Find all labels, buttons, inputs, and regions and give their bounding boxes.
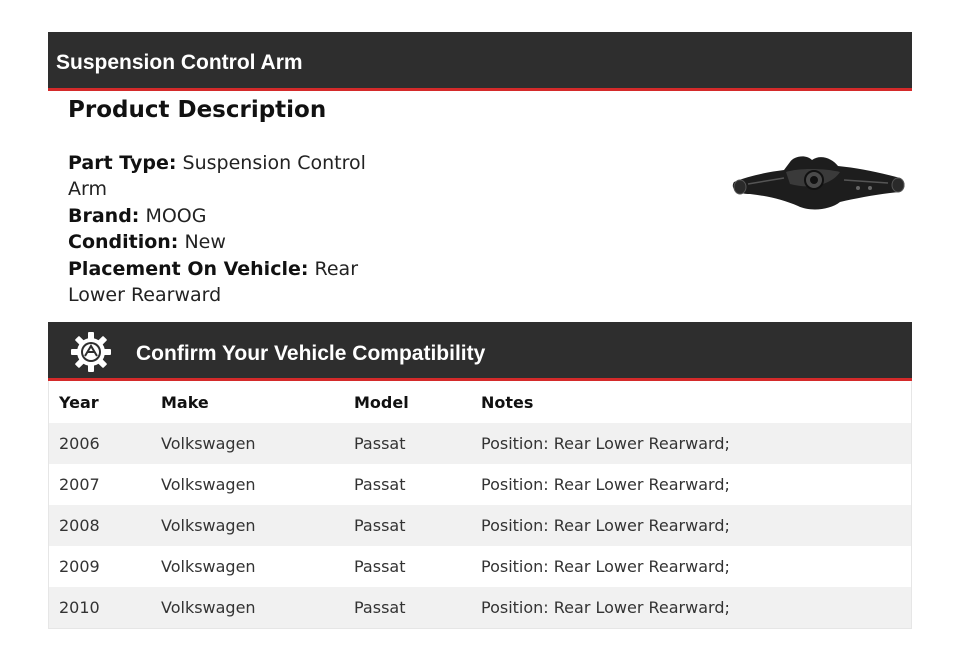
cell-model: Passat	[354, 598, 406, 617]
spec-part-type	[68, 150, 408, 203]
product-header-bar	[48, 32, 912, 91]
cell-notes: Position: Rear Lower Rearward;	[481, 557, 730, 576]
cell-year: 2010	[59, 598, 100, 617]
cell-notes: Position: Rear Lower Rearward;	[481, 598, 730, 617]
cell-notes: Position: Rear Lower Rearward;	[481, 516, 730, 535]
table-row	[49, 587, 911, 628]
column-header-make: Make	[161, 393, 209, 412]
gear-icon	[70, 331, 112, 373]
table-header-row	[49, 381, 911, 423]
spec-brand	[68, 203, 408, 229]
spec-label: Condition:	[68, 231, 179, 254]
spec-value: MOOG	[145, 204, 207, 227]
column-header-year: Year	[59, 393, 99, 412]
spec-label: Part Type:	[68, 152, 177, 174]
spec-label: Brand:	[68, 204, 140, 227]
spec-list	[68, 150, 408, 308]
description-heading: Product Description	[68, 97, 327, 123]
control-arm-image	[728, 150, 908, 218]
table-row	[49, 423, 911, 464]
cell-year: 2007	[59, 475, 100, 494]
spec-condition	[68, 229, 408, 255]
cell-year: 2009	[59, 557, 100, 576]
cell-model: Passat	[354, 475, 406, 494]
spec-placement	[68, 256, 408, 309]
compatibility-title: Confirm Your Vehicle Compatibility	[136, 342, 486, 365]
cell-year: 2008	[59, 516, 100, 535]
product-title: Suspension Control Arm	[56, 51, 303, 74]
spec-value: Rear Lower Rearward	[68, 257, 359, 307]
cell-model: Passat	[354, 516, 406, 535]
cell-make: Volkswagen	[161, 598, 256, 617]
cell-make: Volkswagen	[161, 434, 256, 453]
cell-notes: Position: Rear Lower Rearward;	[481, 475, 730, 494]
column-header-notes: Notes	[481, 393, 534, 412]
cell-model: Passat	[354, 557, 406, 576]
compatibility-table	[48, 381, 912, 629]
cell-notes: Position: Rear Lower Rearward;	[481, 434, 730, 453]
cell-make: Volkswagen	[161, 557, 256, 576]
table-row	[49, 464, 911, 505]
cell-year: 2006	[59, 434, 100, 453]
cell-make: Volkswagen	[161, 475, 256, 494]
spec-value: New	[184, 231, 226, 254]
spec-label: Placement On Vehicle:	[68, 257, 309, 280]
table-row	[49, 546, 911, 587]
column-header-model: Model	[354, 393, 409, 412]
cell-make: Volkswagen	[161, 516, 256, 535]
table-row	[49, 505, 911, 546]
compatibility-header-bar	[48, 322, 912, 381]
cell-model: Passat	[354, 434, 406, 453]
spec-value: Suspension Control Arm	[68, 152, 366, 201]
